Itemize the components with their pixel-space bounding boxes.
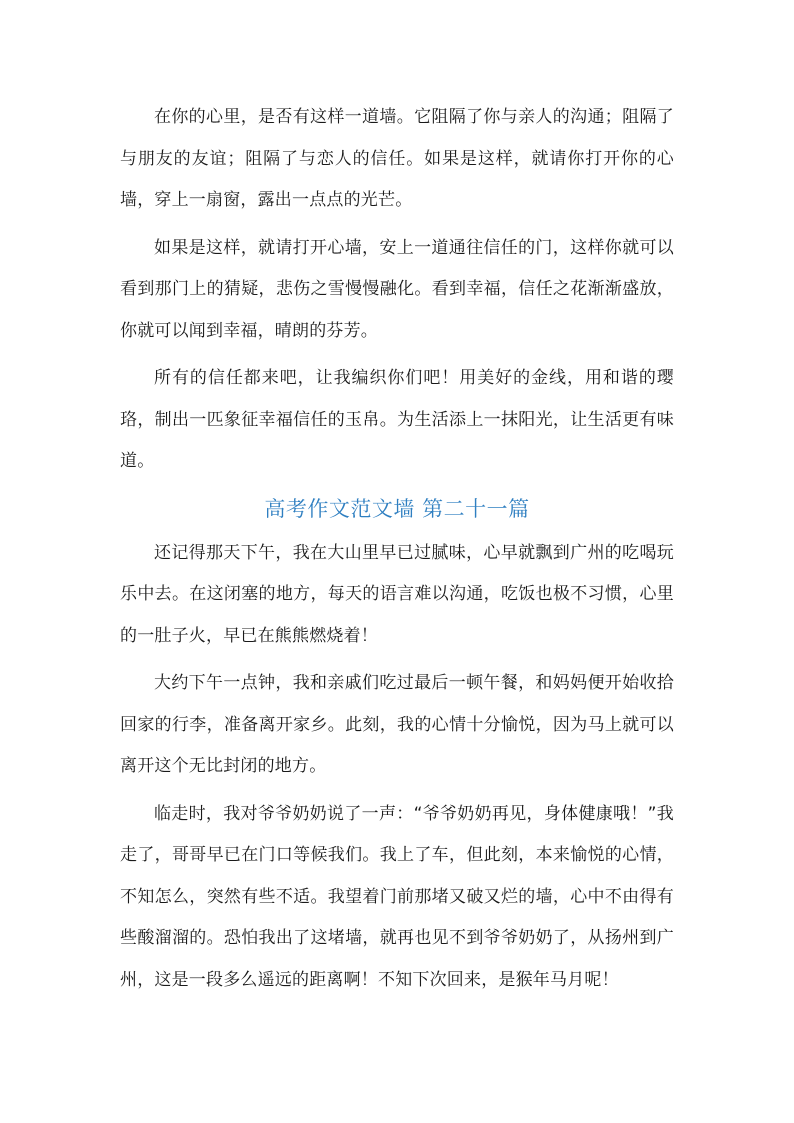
intro-paragraph-1: 在你的心里，是否有这样一道墙。它阻隔了你与亲人的沟通；阻隔了与朋友的友谊；阻隔了与恋人的信任。如果是这样，就请你打开你的心墙，穿上一扇窗，露出一点点的光芒。 [120,107,674,210]
intro-paragraph-3: 所有的信任都来吧，让我编织你们吧！用美好的金线，用和谐的璎珞，制出一匹象征幸福信任的玉帛。为生活添上一抹阳光，让生活更有味道。 [120,368,674,471]
intro-paragraph-2: 如果是这样，就请打开心墙，安上一道通往信任的门，这样你就可以看到那门上的猜疑，悲伤之雪慢慢融化。看到幸福，信任之花渐渐盛放，你就可以闻到幸福，晴朗的芬芳。 [120,237,674,341]
section-paragraph-1: 还记得那天下午，我在大山里早已过腻味，心早就飘到广州的吃喝玩乐中去。在这闭塞的地方，每天的语言难以沟通，吃饭也极不习惯，心里的一肚子火，早已在熊熊燃烧着！ [120,542,674,646]
section-paragraph-2: 大约下午一点钟，我和亲戚们吃过最后一顿午餐，和妈妈便开始收拾回家的行李，准备离开家乡。此刻，我的心情十分愉悦，因为马上就可以离开这个无比封闭的地方。 [120,673,674,776]
section-paragraph-3: 临走时，我对爷爷奶奶说了一声：“爷爷奶奶再见，身体健康哦！”我走了，哥哥早已在门口等候我们。我上了车，但此刻，本来愉悦的心情，不知怎么，突然有些不适。我望着门前那堵又破又烂的墙，心中不由得有些酸溜溜的。恐怕我出了这堵墙，就再也见不到爷爷奶奶了，从扬州到广州，这是一段多么遥远的距离啊！不知下次回来，是猴年马月呢！ [120,803,674,990]
section-heading: 高考作文范文墙 第二十一篇 [264,496,530,521]
document-page [120,97,674,1007]
